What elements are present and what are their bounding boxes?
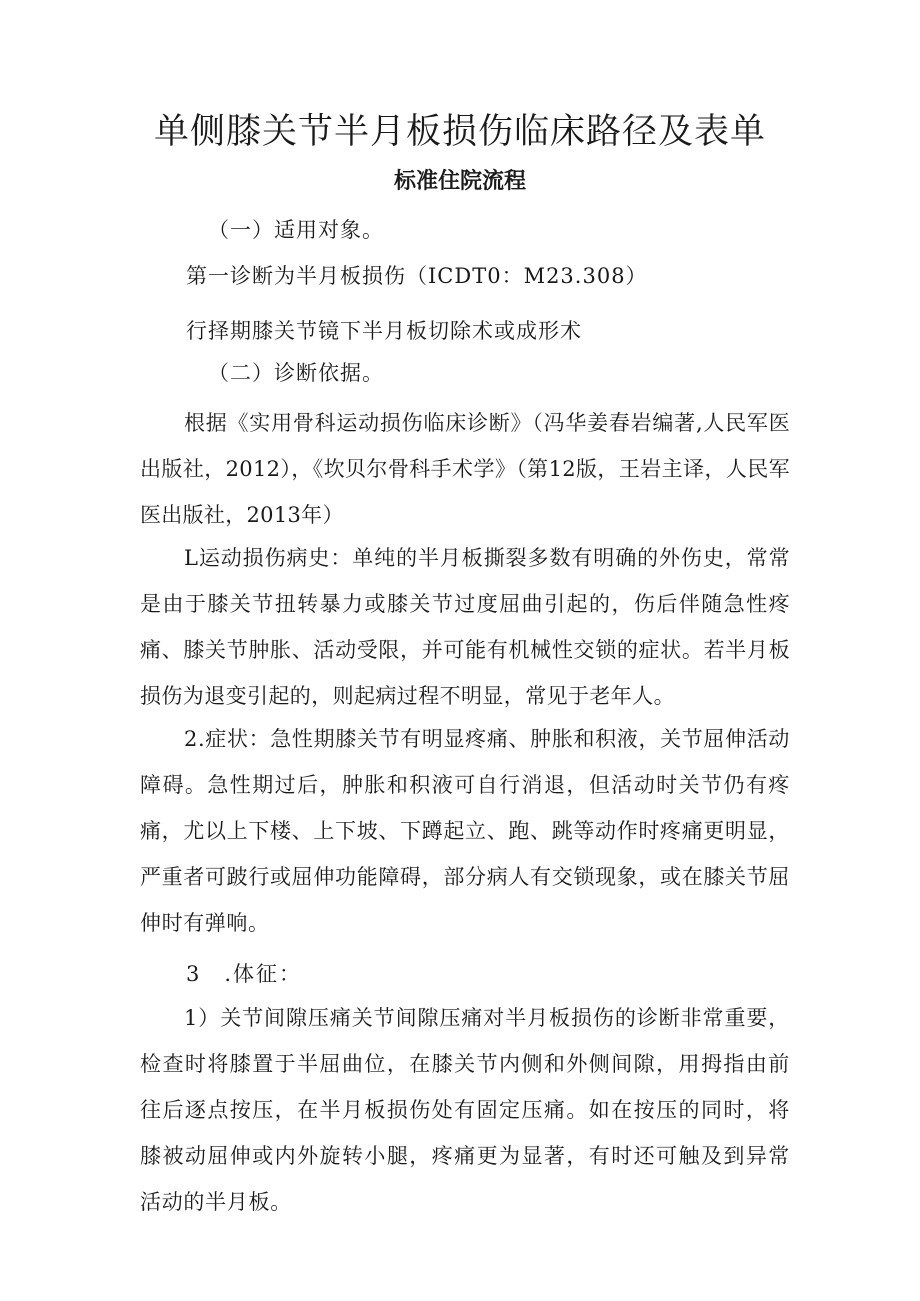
symptoms-paragraph: 2.症状：急性期膝关节有明显疼痛、肿胀和积液，关节屈伸活动障碍。急性期过后，肿胀和积液可自行消退，但活动时关节仍有疼痛，尤以上下楼、上下坡、下蹲起立、跑、跳等动作时疼痛更明显，严重者可跛行或屈伸功能障碍，部分病人有交锁现象，或在膝关节屈伸时有弹响。 [140,727,790,935]
history-paragraph: L运动损伤病史：单纯的半月板撕裂多数有明确的外伤史，常常是由于膝关节扭转暴力或膝关节过度屈曲引起的，伤后伴随急性疼痛、膝关节肿胀、活动受限，并可能有机械性交锁的症状。若半月板损伤为退变引起的，则起病过程不明显，常见于老年人。 [140,546,790,708]
diagnosis-line: 第一诊断为半月板损伤（ICDT0：M23.308） [186,264,648,288]
document-subtitle: 标准住院流程 [393,169,526,194]
section-one-heading: （一）适用对象。 [208,218,384,242]
joint-line-tenderness-paragraph: 1）关节间隙压痛关节间隙压痛对半月板损伤的诊断非常重要，检查时将膝置于半屈曲位，在膝关节内侧和外侧间隙，用拇指由前往后逐点按压，在半月板损伤处有固定压痛。如在按压的同时，将膝被动屈伸或内外旋转小腿，疼痛更为显著，有时还可触及到异常活动的半月板。 [140,1006,790,1214]
document-title: 单侧膝关节半月板损伤临床路径及表单 [153,112,766,152]
section-two-heading: （二）诊断依据。 [208,361,384,385]
signs-heading: 3 .体征： [186,962,303,986]
procedure-line: 行择期膝关节镜下半月板切除术或成形术 [186,319,582,343]
basis-paragraph: 根据《实用骨科运动损伤临床诊断》（冯华姜春岩编著,人民军医出版社，2012），《坎贝尔骨科手术学》（第12版，王岩主译，人民军医出版社，2013年） [140,411,790,527]
